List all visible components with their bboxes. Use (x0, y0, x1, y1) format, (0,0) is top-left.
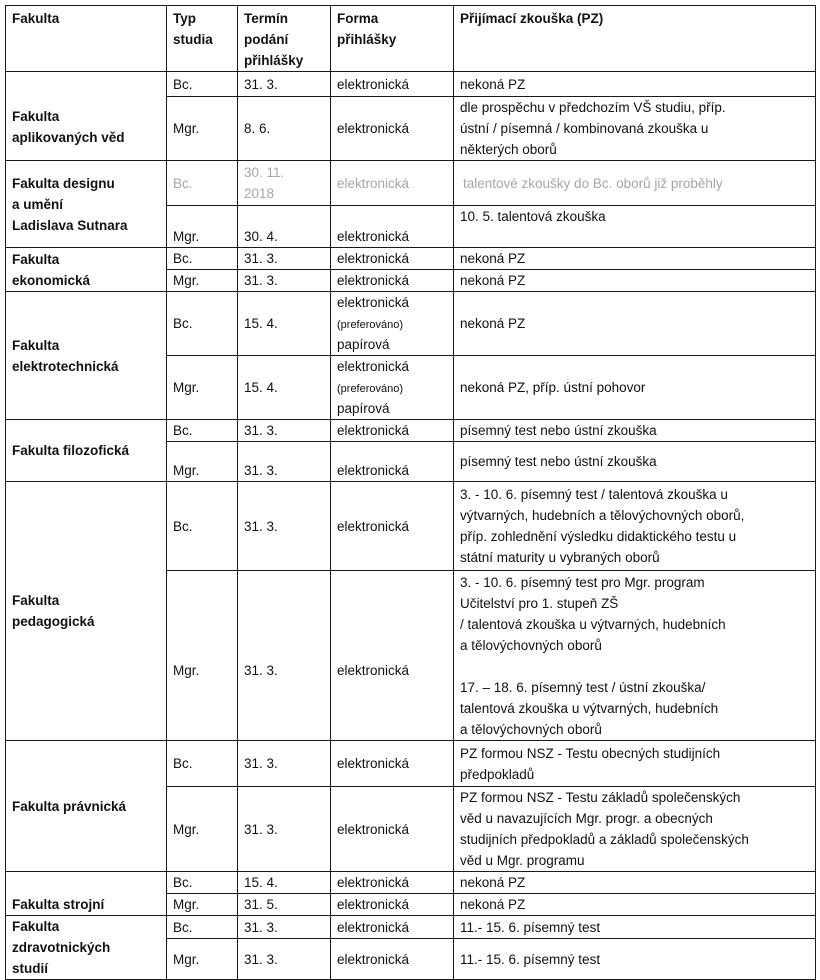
deadline: 31. 3. (238, 787, 331, 872)
application-form: elektronická (331, 420, 454, 442)
application-form: elektronická (331, 161, 454, 206)
entrance-exam: PZ formou NSZ - Testu obecných studijních předpokladů (454, 741, 816, 787)
study-type: Bc. (167, 872, 238, 894)
entrance-exam: písemný test nebo ústní zkouška (454, 420, 816, 442)
study-type: Mgr. (167, 939, 238, 980)
entrance-exam: 3. - 10. 6. písemný test pro Mgr. program Učitelství pro 1. stupeň ZŠ / talentová zkouška u výtvarných, hudebních a tělovýchovných oborů 17. – 18. 6. písemný test / ústní zkouška/ talentová zkouška u výtvarných, hudebních a tělovýchovných oborů (454, 571, 816, 741)
header-row (6, 6, 816, 72)
table-row (6, 482, 816, 571)
table-row (6, 72, 816, 97)
admissions-table (5, 5, 816, 980)
application-form: elektronická (331, 939, 454, 980)
study-type: Mgr. (167, 206, 238, 248)
table-row (6, 916, 816, 939)
entrance-exam: písemný test nebo ústní zkouška (454, 442, 816, 482)
study-type: Mgr. (167, 270, 238, 292)
study-type: Bc. (167, 420, 238, 442)
deadline: 31. 3. (238, 420, 331, 442)
study-type: Bc. (167, 248, 238, 270)
faculty-name: Fakulta pedagogická (6, 482, 167, 741)
header-deadline: Termín podání přihlášky (238, 6, 331, 72)
application-form: elektronická (331, 916, 454, 939)
faculty-name: Fakulta filozofická (6, 420, 167, 482)
entrance-exam: nekoná PZ (454, 872, 816, 894)
entrance-exam: 10. 5. talentová zkouška (454, 206, 816, 248)
application-form: elektronická (331, 894, 454, 916)
entrance-exam: nekoná PZ (454, 248, 816, 270)
entrance-exam: 3. - 10. 6. písemný test / talentová zkouška u výtvarných, hudebních a tělovýchovných oborů, příp. zohlednění výsledku didaktického testu u státní maturity u vybraných oborů (454, 482, 816, 571)
entrance-exam: talentové zkoušky do Bc. oborů již proběhly (454, 161, 816, 206)
deadline: 31. 3. (238, 916, 331, 939)
study-type: Bc. (167, 72, 238, 97)
study-type: Mgr. (167, 356, 238, 420)
study-type: Bc. (167, 916, 238, 939)
study-type: Bc. (167, 292, 238, 356)
header-faculty: Fakulta (6, 6, 167, 72)
application-form: elektronická (331, 72, 454, 97)
deadline: 30. 4. (238, 206, 331, 248)
study-type: Bc. (167, 161, 238, 206)
entrance-exam: PZ formou NSZ - Testu základů společenských věd u navazujících Mgr. progr. a obecných studijních předpokladů a základů společenských věd u Mgr. programu (454, 787, 816, 872)
deadline: 31. 3. (238, 939, 331, 980)
study-type: Mgr. (167, 442, 238, 482)
application-form: elektronická (331, 206, 454, 248)
deadline: 30. 11. 2018 (238, 161, 331, 206)
faculty-name: Fakulta designu a umění Ladislava Sutnara (6, 161, 167, 248)
deadline: 15. 4. (238, 872, 331, 894)
study-type: Mgr. (167, 787, 238, 872)
entrance-exam: 11.- 15. 6. písemný test (454, 916, 816, 939)
deadline: 31. 3. (238, 270, 331, 292)
application-form: elektronická (331, 741, 454, 787)
faculty-name: Fakulta elektrotechnická (6, 292, 167, 420)
entrance-exam: nekoná PZ (454, 894, 816, 916)
entrance-exam: nekoná PZ (454, 72, 816, 97)
application-form: elektronická (331, 787, 454, 872)
table-row (6, 420, 816, 442)
application-form: elektronická (331, 571, 454, 741)
deadline: 31. 3. (238, 442, 331, 482)
application-form: elektronická (331, 270, 454, 292)
study-type: Bc. (167, 482, 238, 571)
deadline: 31. 3. (238, 72, 331, 97)
header-application-form: Forma přihlášky (331, 6, 454, 72)
deadline: 31. 3. (238, 482, 331, 571)
study-type: Mgr. (167, 894, 238, 916)
faculty-name: Fakulta aplikovaných věd (6, 72, 167, 161)
study-type: Bc. (167, 741, 238, 787)
deadline: 31. 5. (238, 894, 331, 916)
application-form: elektronická (331, 248, 454, 270)
faculty-name: Fakulta strojní (6, 872, 167, 916)
deadline: 31. 3. (238, 248, 331, 270)
table-row (6, 292, 816, 356)
study-type: Mgr. (167, 97, 238, 161)
header-entrance-exam: Přijímací zkouška (PZ) (454, 6, 816, 72)
table-row (6, 741, 816, 787)
entrance-exam: nekoná PZ (454, 292, 816, 356)
application-form: elektronická (331, 442, 454, 482)
faculty-name: Fakulta ekonomická (6, 248, 167, 292)
application-form: elektronická (preferováno) papírová (331, 292, 454, 356)
table-row (6, 248, 816, 270)
application-form: elektronická (preferováno) papírová (331, 356, 454, 420)
deadline: 15. 4. (238, 356, 331, 420)
entrance-exam: nekoná PZ (454, 270, 816, 292)
application-form: elektronická (331, 872, 454, 894)
entrance-exam: nekoná PZ, příp. ústní pohovor (454, 356, 816, 420)
entrance-exam: dle prospěchu v předchozím VŠ studiu, příp. ústní / písemná / kombinovaná zkouška u některých oborů (454, 97, 816, 161)
faculty-name: Fakulta právnická (6, 741, 167, 872)
application-form: elektronická (331, 97, 454, 161)
entrance-exam: 11.- 15. 6. písemný test (454, 939, 816, 980)
deadline: 31. 3. (238, 571, 331, 741)
deadline: 8. 6. (238, 97, 331, 161)
header-study-type: Typ studia (167, 6, 238, 72)
study-type: Mgr. (167, 571, 238, 741)
table-row (6, 872, 816, 894)
deadline: 31. 3. (238, 741, 331, 787)
faculty-name: Fakulta zdravotnických studií (6, 916, 167, 980)
table-row (6, 161, 816, 206)
application-form: elektronická (331, 482, 454, 571)
deadline: 15. 4. (238, 292, 331, 356)
